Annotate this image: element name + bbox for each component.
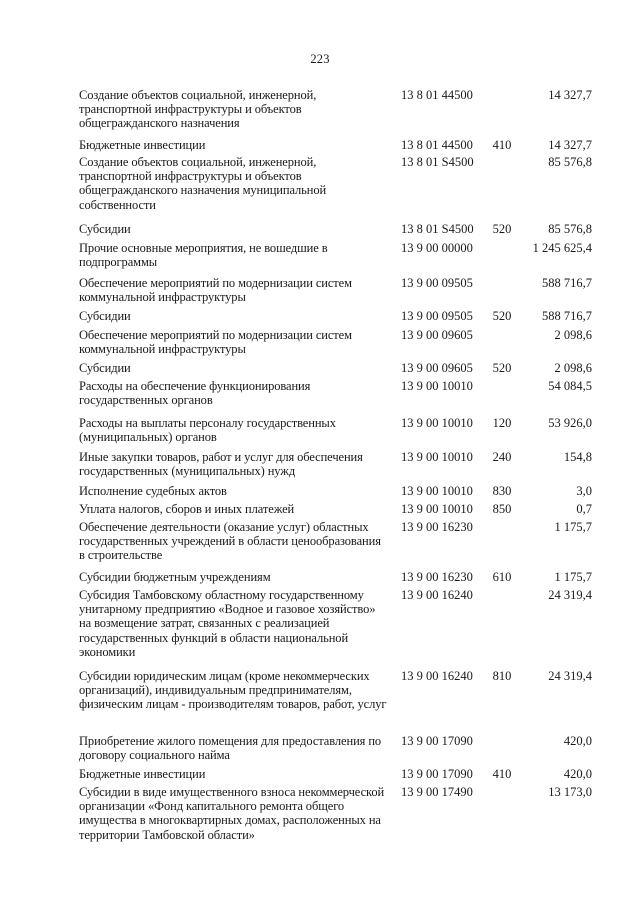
row-amount: 24 319,4 xyxy=(548,669,592,683)
row-expense-type: 520 xyxy=(492,309,512,323)
row-code: 13 9 00 10010 xyxy=(401,450,473,464)
row-amount: 0,7 xyxy=(576,502,592,516)
row-code: 13 9 00 10010 xyxy=(401,416,473,430)
row-amount: 85 576,8 xyxy=(548,222,592,236)
row-code: 13 9 00 16240 xyxy=(401,669,473,683)
row-name: Обеспечение деятельности (оказание услуг) областных государственных учреждений в области ценообразования в строительстве xyxy=(79,520,381,563)
row-code: 13 8 01 44500 xyxy=(401,88,473,102)
row-amount: 420,0 xyxy=(563,767,592,781)
row-name: Расходы на обеспечение функционирования государственных органов xyxy=(79,379,311,408)
row-expense-type: 240 xyxy=(492,450,512,464)
row-amount: 14 327,7 xyxy=(548,138,592,152)
row-code: 13 9 00 10010 xyxy=(401,484,473,498)
row-code: 13 9 00 17090 xyxy=(401,767,473,781)
row-code: 13 9 00 00000 xyxy=(401,241,473,255)
row-name: Субсидии бюджетным учреждениям xyxy=(79,570,271,584)
row-amount: 2 098,6 xyxy=(554,328,592,342)
row-amount: 3,0 xyxy=(576,484,592,498)
row-amount: 14 327,7 xyxy=(548,88,592,102)
row-code: 13 9 00 16230 xyxy=(401,570,473,584)
row-code: 13 9 00 16240 xyxy=(401,588,473,602)
row-expense-type: 520 xyxy=(492,222,512,236)
row-name: Субсидии xyxy=(79,361,131,375)
row-name: Обеспечение мероприятий по модернизации систем коммунальной инфраструктуры xyxy=(79,276,352,305)
row-expense-type: 410 xyxy=(492,767,512,781)
row-expense-type: 410 xyxy=(492,138,512,152)
row-amount: 85 576,8 xyxy=(548,155,592,169)
row-name: Субсидии юридическим лицам (кроме некоммерческих организаций), индивидуальным предпринимателям, физическим лицам - производителям товаров, работ, услуг xyxy=(79,669,387,712)
row-amount: 588 716,7 xyxy=(542,276,592,290)
row-name: Создание объектов социальной, инженерной, транспортной инфраструктуры и объектов общегражданского назначения xyxy=(79,88,317,131)
row-name: Субсидии в виде имущественного взноса некоммерческой организации «Фонд капитального ремонта общего имущества в многоквартирных домах, расположенных на территории Тамбовской области» xyxy=(79,785,385,842)
row-name: Субсидии xyxy=(79,309,131,323)
row-code: 13 9 00 16230 xyxy=(401,520,473,534)
row-amount: 1 245 625,4 xyxy=(532,241,592,255)
row-amount: 588 716,7 xyxy=(542,309,592,323)
row-amount: 54 084,5 xyxy=(548,379,592,393)
row-amount: 154,8 xyxy=(563,450,592,464)
row-amount: 420,0 xyxy=(563,734,592,748)
row-code: 13 9 00 17490 xyxy=(401,785,473,799)
row-expense-type: 810 xyxy=(492,669,512,683)
row-code: 13 8 01 S4500 xyxy=(401,222,474,236)
row-amount: 13 173,0 xyxy=(548,785,592,799)
row-code: 13 8 01 44500 xyxy=(401,138,473,152)
row-amount: 53 926,0 xyxy=(548,416,592,430)
row-expense-type: 850 xyxy=(492,502,512,516)
row-name: Бюджетные инвестиции xyxy=(79,767,206,781)
row-code: 13 9 00 09605 xyxy=(401,328,473,342)
row-name: Иные закупки товаров, работ и услуг для обеспечения государственных (муниципальных) нужд xyxy=(79,450,363,479)
row-expense-type: 610 xyxy=(492,570,512,584)
row-name: Прочие основные мероприятия, не вошедшие в подпрограммы xyxy=(79,241,328,270)
row-expense-type: 120 xyxy=(492,416,512,430)
row-code: 13 9 00 09505 xyxy=(401,276,473,290)
row-name: Создание объектов социальной, инженерной, транспортной инфраструктуры и объектов общегражданского назначения муниципальной собственности xyxy=(79,155,327,212)
row-expense-type: 830 xyxy=(492,484,512,498)
row-name: Бюджетные инвестиции xyxy=(79,138,206,152)
row-name: Исполнение судебных актов xyxy=(79,484,227,498)
row-expense-type: 520 xyxy=(492,361,512,375)
row-name: Субсидии xyxy=(79,222,131,236)
page-number: 223 xyxy=(310,52,330,66)
row-code: 13 9 00 09505 xyxy=(401,309,473,323)
row-amount: 24 319,4 xyxy=(548,588,592,602)
row-amount: 2 098,6 xyxy=(554,361,592,375)
row-name: Расходы на выплаты персоналу государственных (муниципальных) органов xyxy=(79,416,336,445)
row-code: 13 9 00 10010 xyxy=(401,502,473,516)
row-name: Субсидия Тамбовскому областному государственному унитарному предприятию «Водное и газовое хозяйство» на возмещение затрат, связанных с реализацией государственных функций в области национальной экономики xyxy=(79,588,376,659)
row-code: 13 9 00 17090 xyxy=(401,734,473,748)
row-name: Уплата налогов, сборов и иных платежей xyxy=(79,502,295,516)
row-name: Приобретение жилого помещения для предоставления по договору социального найма xyxy=(79,734,382,763)
row-code: 13 8 01 S4500 xyxy=(401,155,474,169)
row-code: 13 9 00 09605 xyxy=(401,361,473,375)
row-name: Обеспечение мероприятий по модернизации систем коммунальной инфраструктуры xyxy=(79,328,352,357)
row-amount: 1 175,7 xyxy=(554,570,592,584)
row-code: 13 9 00 10010 xyxy=(401,379,473,393)
row-amount: 1 175,7 xyxy=(554,520,592,534)
